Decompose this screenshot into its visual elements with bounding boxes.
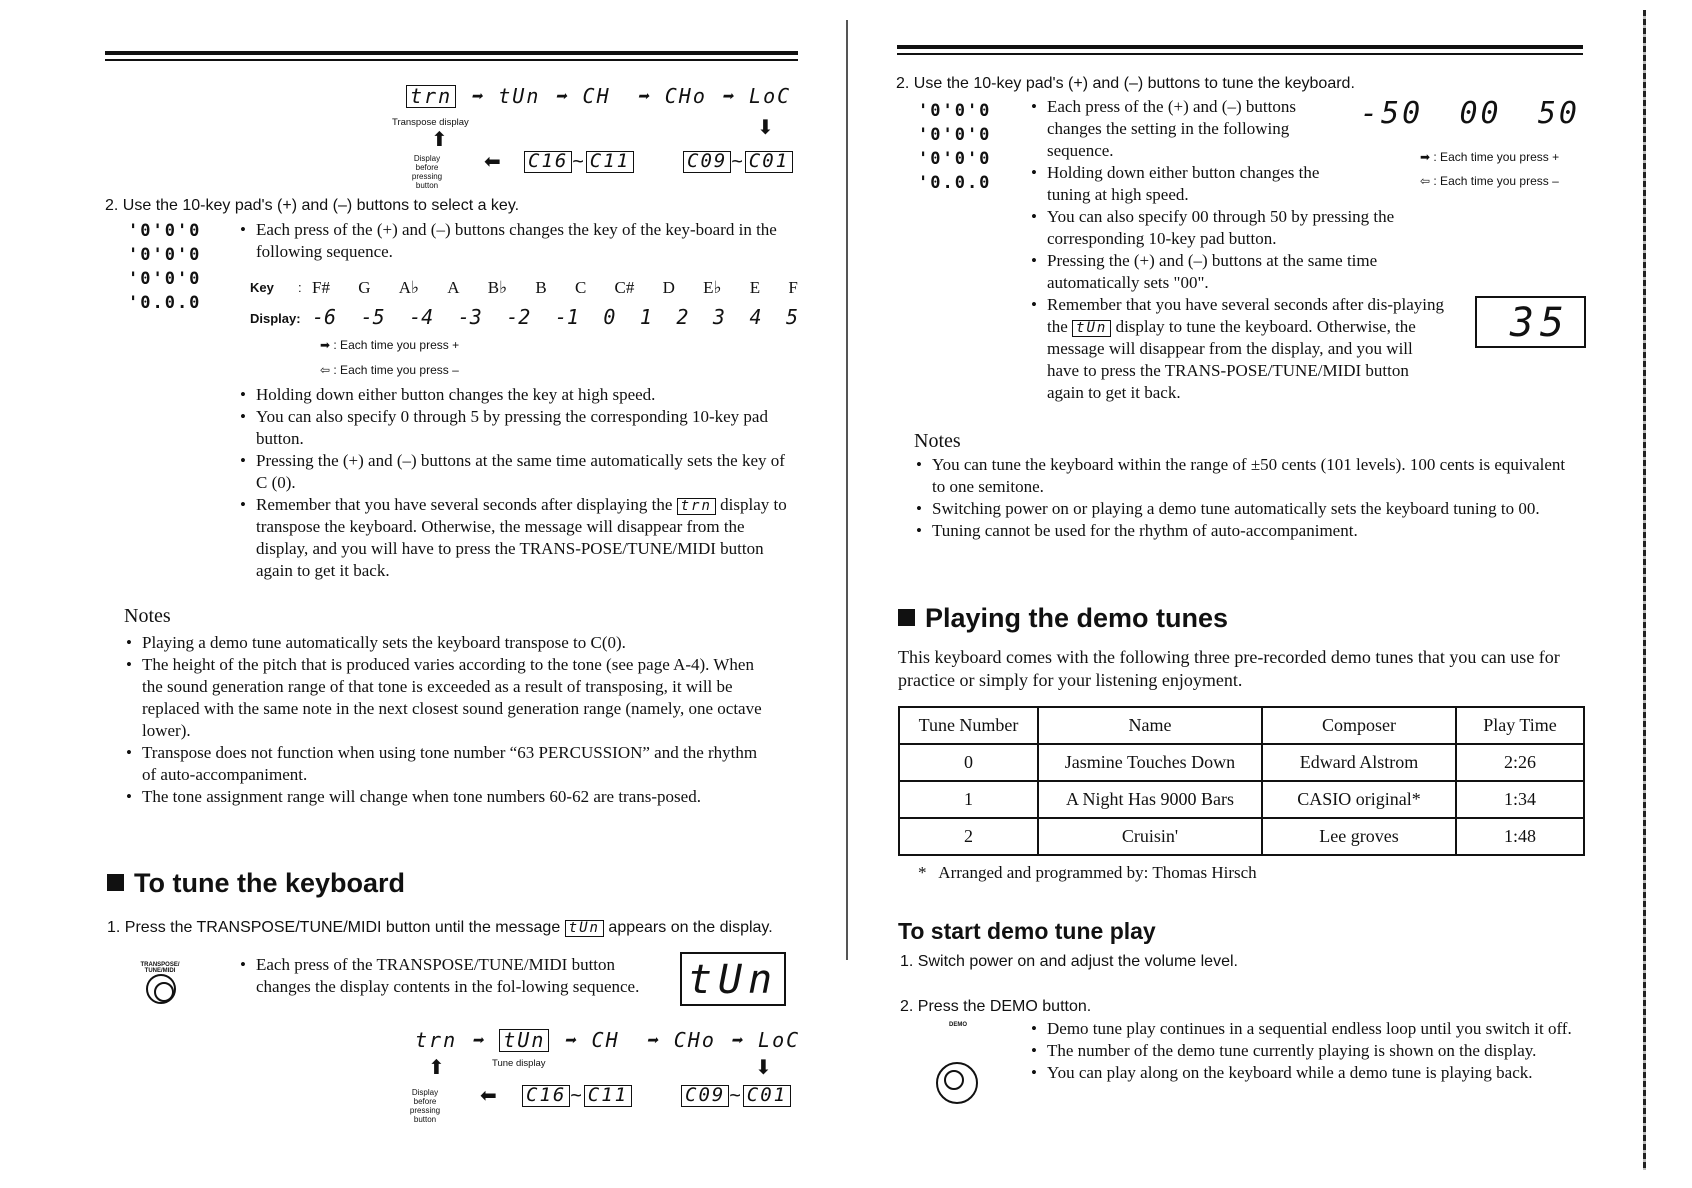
remember-bullet-right: • Remember that you have several seconds after dis-playing the tUn display to tune the keyboard. Otherwise, the message will disappear from the display, and you will have to press the TRANS-POSE/TUNE/MIDI button again to get it back. (1031, 294, 1447, 404)
arrow-up-icon: ⬆ (428, 1057, 445, 1079)
seq-item-tun: tUn (498, 84, 541, 108)
right-top-rule-thin (897, 53, 1583, 55)
header-play-time: Play Time (1456, 707, 1584, 744)
header-name: Name (1038, 707, 1262, 744)
arrow-right-icon: ➡ (471, 1028, 486, 1052)
seq-item-trn: trn (406, 85, 456, 108)
tune-sequence-diagram: trn ➡ tUn ➡ CH ➡ CHo ➡ LoC Tune display ⬆ ⬇ Display before pressing button ⬅ C16 ~ C11 C09 ~ C01 (400, 1028, 802, 1128)
arrow-right-icon: ➡ (645, 1028, 660, 1052)
tune-value-sequence: -50 00 50 (1360, 96, 1580, 131)
arrow-right-icon: ➡ (470, 84, 485, 108)
arrow-right-icon: ➡ (729, 1028, 744, 1052)
tune-display-caption: Tune display (492, 1058, 546, 1069)
remember-bullet: • Remember that you have several seconds after displaying the trn display to transpose the keyboard. Otherwise, the message will disappear from the display, and you will have to press the TRANS-POSE/TUNE/MIDI button again to get it back. (240, 494, 798, 582)
demo-button[interactable] (936, 1062, 978, 1104)
left-top-rule (105, 51, 798, 55)
tune-legend-plus: ➡ : Each time you press + (1420, 150, 1560, 164)
key-label: Key (250, 280, 274, 295)
seq-item-ch: CH (582, 84, 611, 108)
table-row: 0 Jasmine Touches Down Edward Alstrom 2:26 (899, 744, 1584, 781)
lcd-c01: C01 (745, 151, 793, 173)
key-row: F# G A♭ A B♭ B C C# D E♭ E F (312, 278, 798, 297)
demo-section-title: Playing the demo tunes (898, 603, 1228, 634)
display-before-caption: Display before pressing button (409, 1088, 441, 1124)
right-top-rule (897, 45, 1583, 49)
arrow-right-icon: ➡ (320, 338, 334, 352)
seq-item-tun-selected: tUn (499, 1029, 549, 1052)
select-key-intro (240, 219, 798, 263)
start-demo-title: To start demo tune play (898, 918, 1156, 944)
tune-section-title: To tune the keyboard (107, 868, 405, 899)
demo-button-label: DEMO (949, 1022, 967, 1028)
tune-step2-bullets: • Each press of the (+) and (–) buttons changes the setting in the following sequence. • Holding down either button changes the tuning at high speed. • You can also specify 00 through 50 by pressing the corresponding 10-key pad button. • Pressing the (+) and (–) buttons at the same time automatically sets "00". • Remember that you have several seconds after dis-playing the tUn display to tune the keyboard. Otherwise, the message will disappear from the display, and you will have to press the TRANS-POSE/TUNE/MIDI button again to get it back. (1031, 96, 1441, 404)
lcd-c16: C16 (524, 151, 572, 173)
start-demo-bullets: • Demo tune play continues in a sequential endless loop until you switch it off. • The number of the demo tune currently playing is shown on the display. • You can play along on the keyboard while a demo tune is playing back. (1031, 1018, 1589, 1084)
arrow-right-icon: ➡ (554, 84, 569, 108)
left-top-rule-thin (105, 59, 798, 61)
display-label: Display: (250, 311, 301, 326)
display-row: -6 -5 -4 -3 -2 -1 0 1 2 3 4 5 (312, 305, 798, 329)
tune-step1-bullet: • Each press of the TRANSPOSE/TUNE/MIDI button changes the display contents in the fol-lowing sequence. (240, 954, 650, 998)
tune-legend-minus: ⇦ : Each time you press – (1420, 174, 1559, 188)
page-edge-scan (1643, 10, 1646, 1170)
start-step2: 2. Press the DEMO button. (900, 998, 1092, 1015)
arrow-right-icon: ➡ (636, 84, 651, 108)
left-notes-list: • Playing a demo tune automatically sets the keyboard transpose to C(0). • The height of the pitch that is produced varies according to the tone (see page A-4). When the sound generation range of that tone is exceeded as a result of transposing, it will be replaced with the same note in the next closest sound generation range (namely, one octave lower). • Transpose does not function when using tone number “63 PERCUSSION” and the rhythm of auto-accompaniment. • The tone assignment range will change when tone numbers 60-62 are trans-posed. (126, 632, 774, 808)
arrow-right-icon: ➡ (1420, 150, 1434, 164)
start-step1: 1. Switch power on and adjust the volume level. (900, 953, 1238, 970)
demo-footnote: * Arranged and programmed by: Thomas Hirsch (918, 863, 1257, 882)
arrow-left-icon: ⬅ (480, 1085, 497, 1107)
trn-box: trn (677, 498, 716, 515)
arrow-left-icon: ⬅ (484, 151, 501, 173)
page-gutter (846, 20, 848, 960)
arrow-down-icon: ⬇ (757, 117, 774, 139)
transpose-sequence-diagram: trn ➡ tUn ➡ CH ➡ CHo ➡ LoC Transpose display ⬆ ⬇ Display before pressing button ⬅ C16 ~ C11 C09 ~ C01 (392, 84, 792, 190)
ten-key-pad-right: '0'0'0 '0'0'0 '0'0'0 '0.0.0 (918, 101, 992, 193)
display-before-caption: Display before pressing button (411, 154, 443, 190)
table-row: 1 A Night Has 9000 Bars CASIO original* 1:34 (899, 781, 1584, 818)
header-tune-number: Tune Number (899, 707, 1038, 744)
transpose-button-label: TRANSPOSE/ TUNE/MIDI (140, 962, 180, 974)
tune-step2-heading: 2. Use the 10-key pad's (+) and (–) buttons to tune the keyboard. (896, 75, 1355, 92)
ten-key-pad: '0'0'0 '0'0'0 '0'0'0 '0.0.0 (128, 221, 202, 313)
select-key-heading: 2. Use the 10-key pad's (+) and (–) buttons to select a key. (105, 197, 520, 214)
tune-step1: 1. Press the TRANSPOSE/TUNE/MIDI button until the message tUn appears on the display. (107, 919, 773, 936)
header-composer: Composer (1262, 707, 1456, 744)
lcd-c11: C11 (586, 151, 634, 173)
right-notes-list: • You can tune the keyboard within the range of ±50 cents (101 levels). 100 cents is equivalent to one semitone. • Switching power on or playing a demo tune automatically sets the keyboard tuning to 00. • Tuning cannot be used for the rhythm of auto-accompaniment. (916, 454, 1566, 542)
table-row: 2 Cruisin' Lee groves 1:48 (899, 818, 1584, 855)
tun-lcd: tUn (680, 952, 786, 1006)
arrow-up-icon: ⬆ (431, 129, 448, 151)
arrow-right-icon: ➡ (563, 1028, 578, 1052)
left-notes-title: Notes (124, 605, 171, 627)
arrow-left-outline-icon: ⇦ (1420, 174, 1434, 188)
tune-35-lcd: 35 (1475, 296, 1586, 348)
arrow-left-outline-icon: ⇦ (320, 363, 334, 377)
transpose-tune-midi-button[interactable] (146, 974, 176, 1004)
arrow-down-icon: ⬇ (755, 1057, 772, 1079)
transpose-display-caption: Transpose display (392, 117, 469, 128)
demo-tunes-table (898, 706, 1585, 856)
intro-bullet: • Each press of the (+) and (–) buttons changes the key of the key-board in the following sequence. (240, 219, 798, 263)
seq-item-loc: LoC (749, 84, 792, 108)
arrow-right-icon: ➡ (720, 84, 735, 108)
demo-intro: This keyboard comes with the following three pre-recorded demo tunes that you can use for practice or simply for your listening enjoyment. (898, 647, 1560, 690)
legend-plus: ➡ : Each time you press + (320, 338, 460, 352)
lcd-c09: C09 (683, 151, 731, 173)
seq-item-cho: CHo (664, 84, 707, 108)
right-notes-title: Notes (914, 430, 961, 452)
legend-minus: ⇦ : Each time you press – (320, 363, 459, 377)
select-key-bullets: • Holding down either button changes the key at high speed. • You can also specify 0 through 5 by pressing the corresponding 10-key pad button. • Pressing the (+) and (–) buttons at the same time automatically sets the key of C (0). • Remember that you have several seconds after displaying the trn display to transpose the keyboard. Otherwise, the message will disappear from the display, and you will have to press the TRANS-POSE/TUNE/MIDI button again to get it back. (240, 384, 798, 582)
